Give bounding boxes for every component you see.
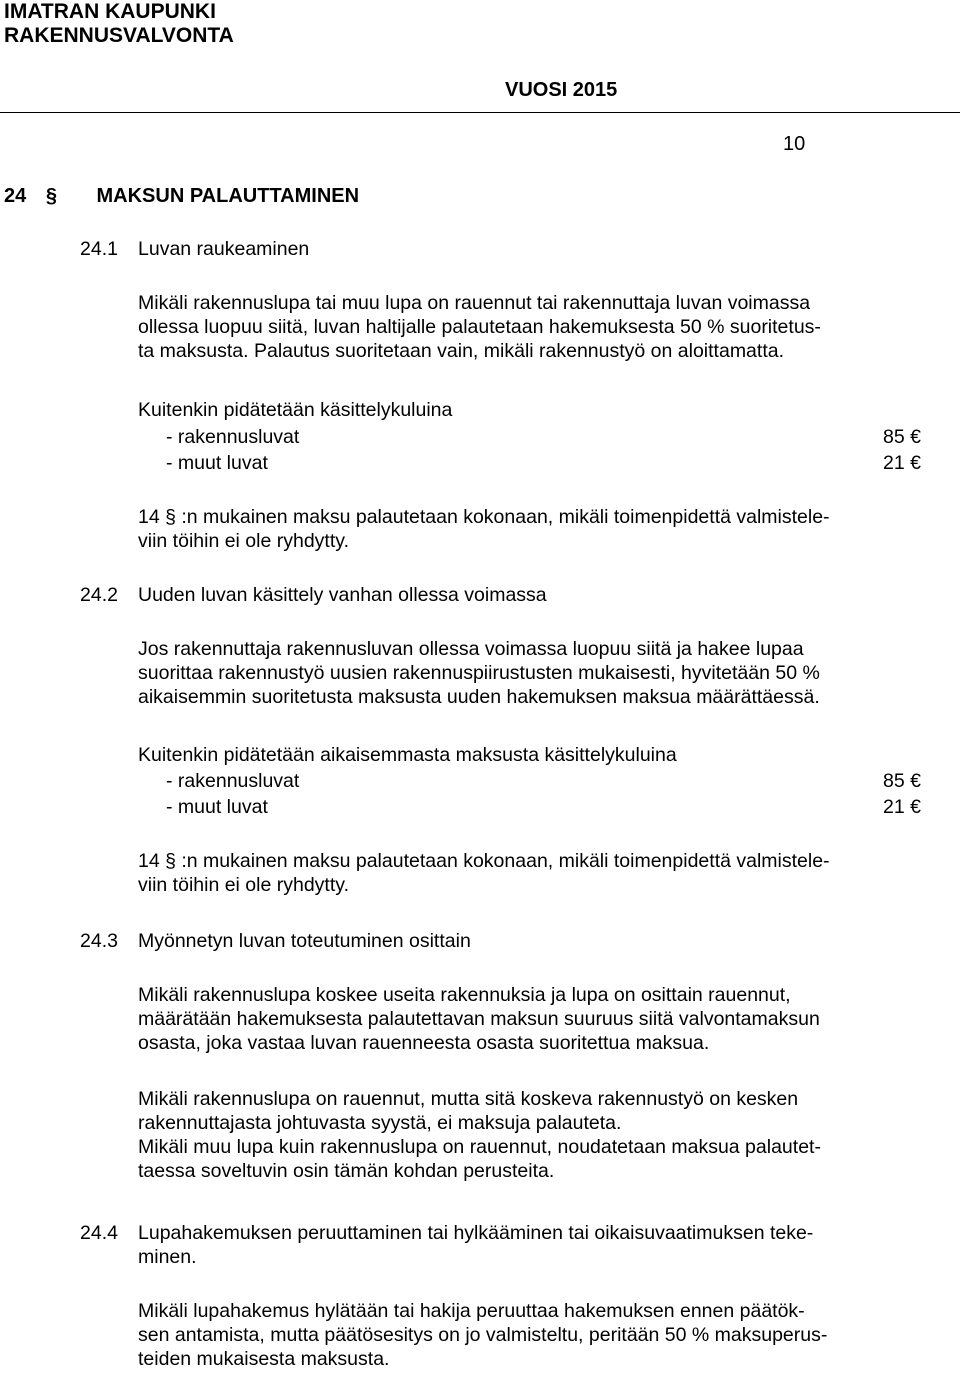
subsection-title-24-4: Lupahakemuksen peruuttaminen tai hylkääminen tai oikaisuvaatimuksen teke- minen. [138,1222,814,1268]
fee-amount-other-permits: 21 € [883,452,921,474]
page-number: 10 [783,133,806,155]
fee-label-other-permits: - muut luvat [166,796,268,818]
document-year: VUOSI 2015 [505,79,618,101]
euro-symbol: € [910,796,921,818]
fee-amount-building-permits: 85 € [883,426,921,448]
euro-symbol: € [910,770,921,792]
subsection-number: 24.3 [80,930,118,952]
subsection-title: Myönnetyn luvan toteutuminen osittain [138,930,471,952]
department-name: RAKENNUSVALVONTA [4,24,234,47]
fee-label-building-permits: - rakennusluvat [166,770,300,792]
paragraph-24-1-main: Mikäli rakennuslupa tai muu lupa on rauennut tai rakennuttaja luvan voimassa ollessa luopuu siitä, luvan haltijalle palautetaan hakemuksesta 50 % suoritetus- ta maksusta. Palautus suoritetaan vain, mikäli rakennustyö on aloittamatta. [138,292,821,362]
header-rule [0,112,960,113]
euro-symbol: € [910,452,921,474]
subsection-number: 24.4 [80,1222,118,1244]
subsection-heading-24-1 [80,237,310,261]
subsection-title: Uuden luvan käsittely vanhan ollessa voimassa [138,584,547,606]
fee-intro-24-2: Kuitenkin pidätetään aikaisemmasta maksusta käsittelykuluina [138,744,677,766]
subsection-title: Luvan raukeaminen [138,238,310,260]
section-heading [4,184,359,208]
section-symbol: § [45,185,57,207]
subsection-number: 24.1 [80,238,118,260]
section-title: MAKSUN PALAUTTAMINEN [96,185,360,207]
paragraph-24-3-second: Mikäli rakennuslupa on rauennut, mutta sitä koskeva rakennustyö on kesken rakennuttajasta johtuvasta syystä, ei maksuja palauteta. Mikäli muu lupa kuin rakennuslupa on rauennut, noudatetaan maksua palautet- taessa soveltuvin osin tämän kohdan perusteita. [138,1088,821,1182]
fee-label-building-permits: - rakennusluvat [166,426,300,448]
euro-symbol: € [910,426,921,448]
subsection-heading-24-3 [80,929,471,953]
section-number: 24 [4,185,27,207]
paragraph-24-3-main: Mikäli rakennuslupa koskee useita rakennuksia ja lupa on osittain rauennut, määrätään hakemuksesta palautettavan maksun suuruus siitä valvontamaksun osasta, joka vastaa luvan rauenneesta osasta suoritettua maksua. [138,984,820,1054]
note-24-2: 14 § :n mukainen maksu palautetaan kokonaan, mikäli toimenpidettä valmistele- viin töihin ei ole ryhdytty. [138,850,830,896]
subsection-number: 24.2 [80,584,118,606]
note-24-1: 14 § :n mukainen maksu palautetaan kokonaan, mikäli toimenpidettä valmistele- viin töihin ei ole ryhdytty. [138,506,830,552]
fee-intro-24-1: Kuitenkin pidätetään käsittelykuluina [138,399,453,421]
fee-amount-building-permits: 85 € [883,770,921,792]
fee-amount-other-permits: 21 € [883,796,921,818]
paragraph-24-2-main: Jos rakennuttaja rakennusluvan ollessa voimassa luopuu siitä ja hakee lupaa suorittaa rakennustyö uusien rakennuspiirustusten mukaisesti, hyvitetään 50 % aikaisemmin suoritetusta maksusta uuden hakemuksen maksua määrättäessä. [138,638,820,708]
paragraph-24-4-main: Mikäli lupahakemus hylätään tai hakija peruuttaa hakemuksen ennen päätök- sen antamista, mutta päätösesitys on jo valmisteltu, peritään 50 % maksuperus- teiden mukaisesta maksusta. [138,1300,828,1370]
subsection-heading-24-4 [80,1221,118,1245]
subsection-heading-24-2 [80,583,547,607]
fee-label-other-permits: - muut luvat [166,452,268,474]
organization-name: IMATRAN KAUPUNKI [4,0,216,23]
